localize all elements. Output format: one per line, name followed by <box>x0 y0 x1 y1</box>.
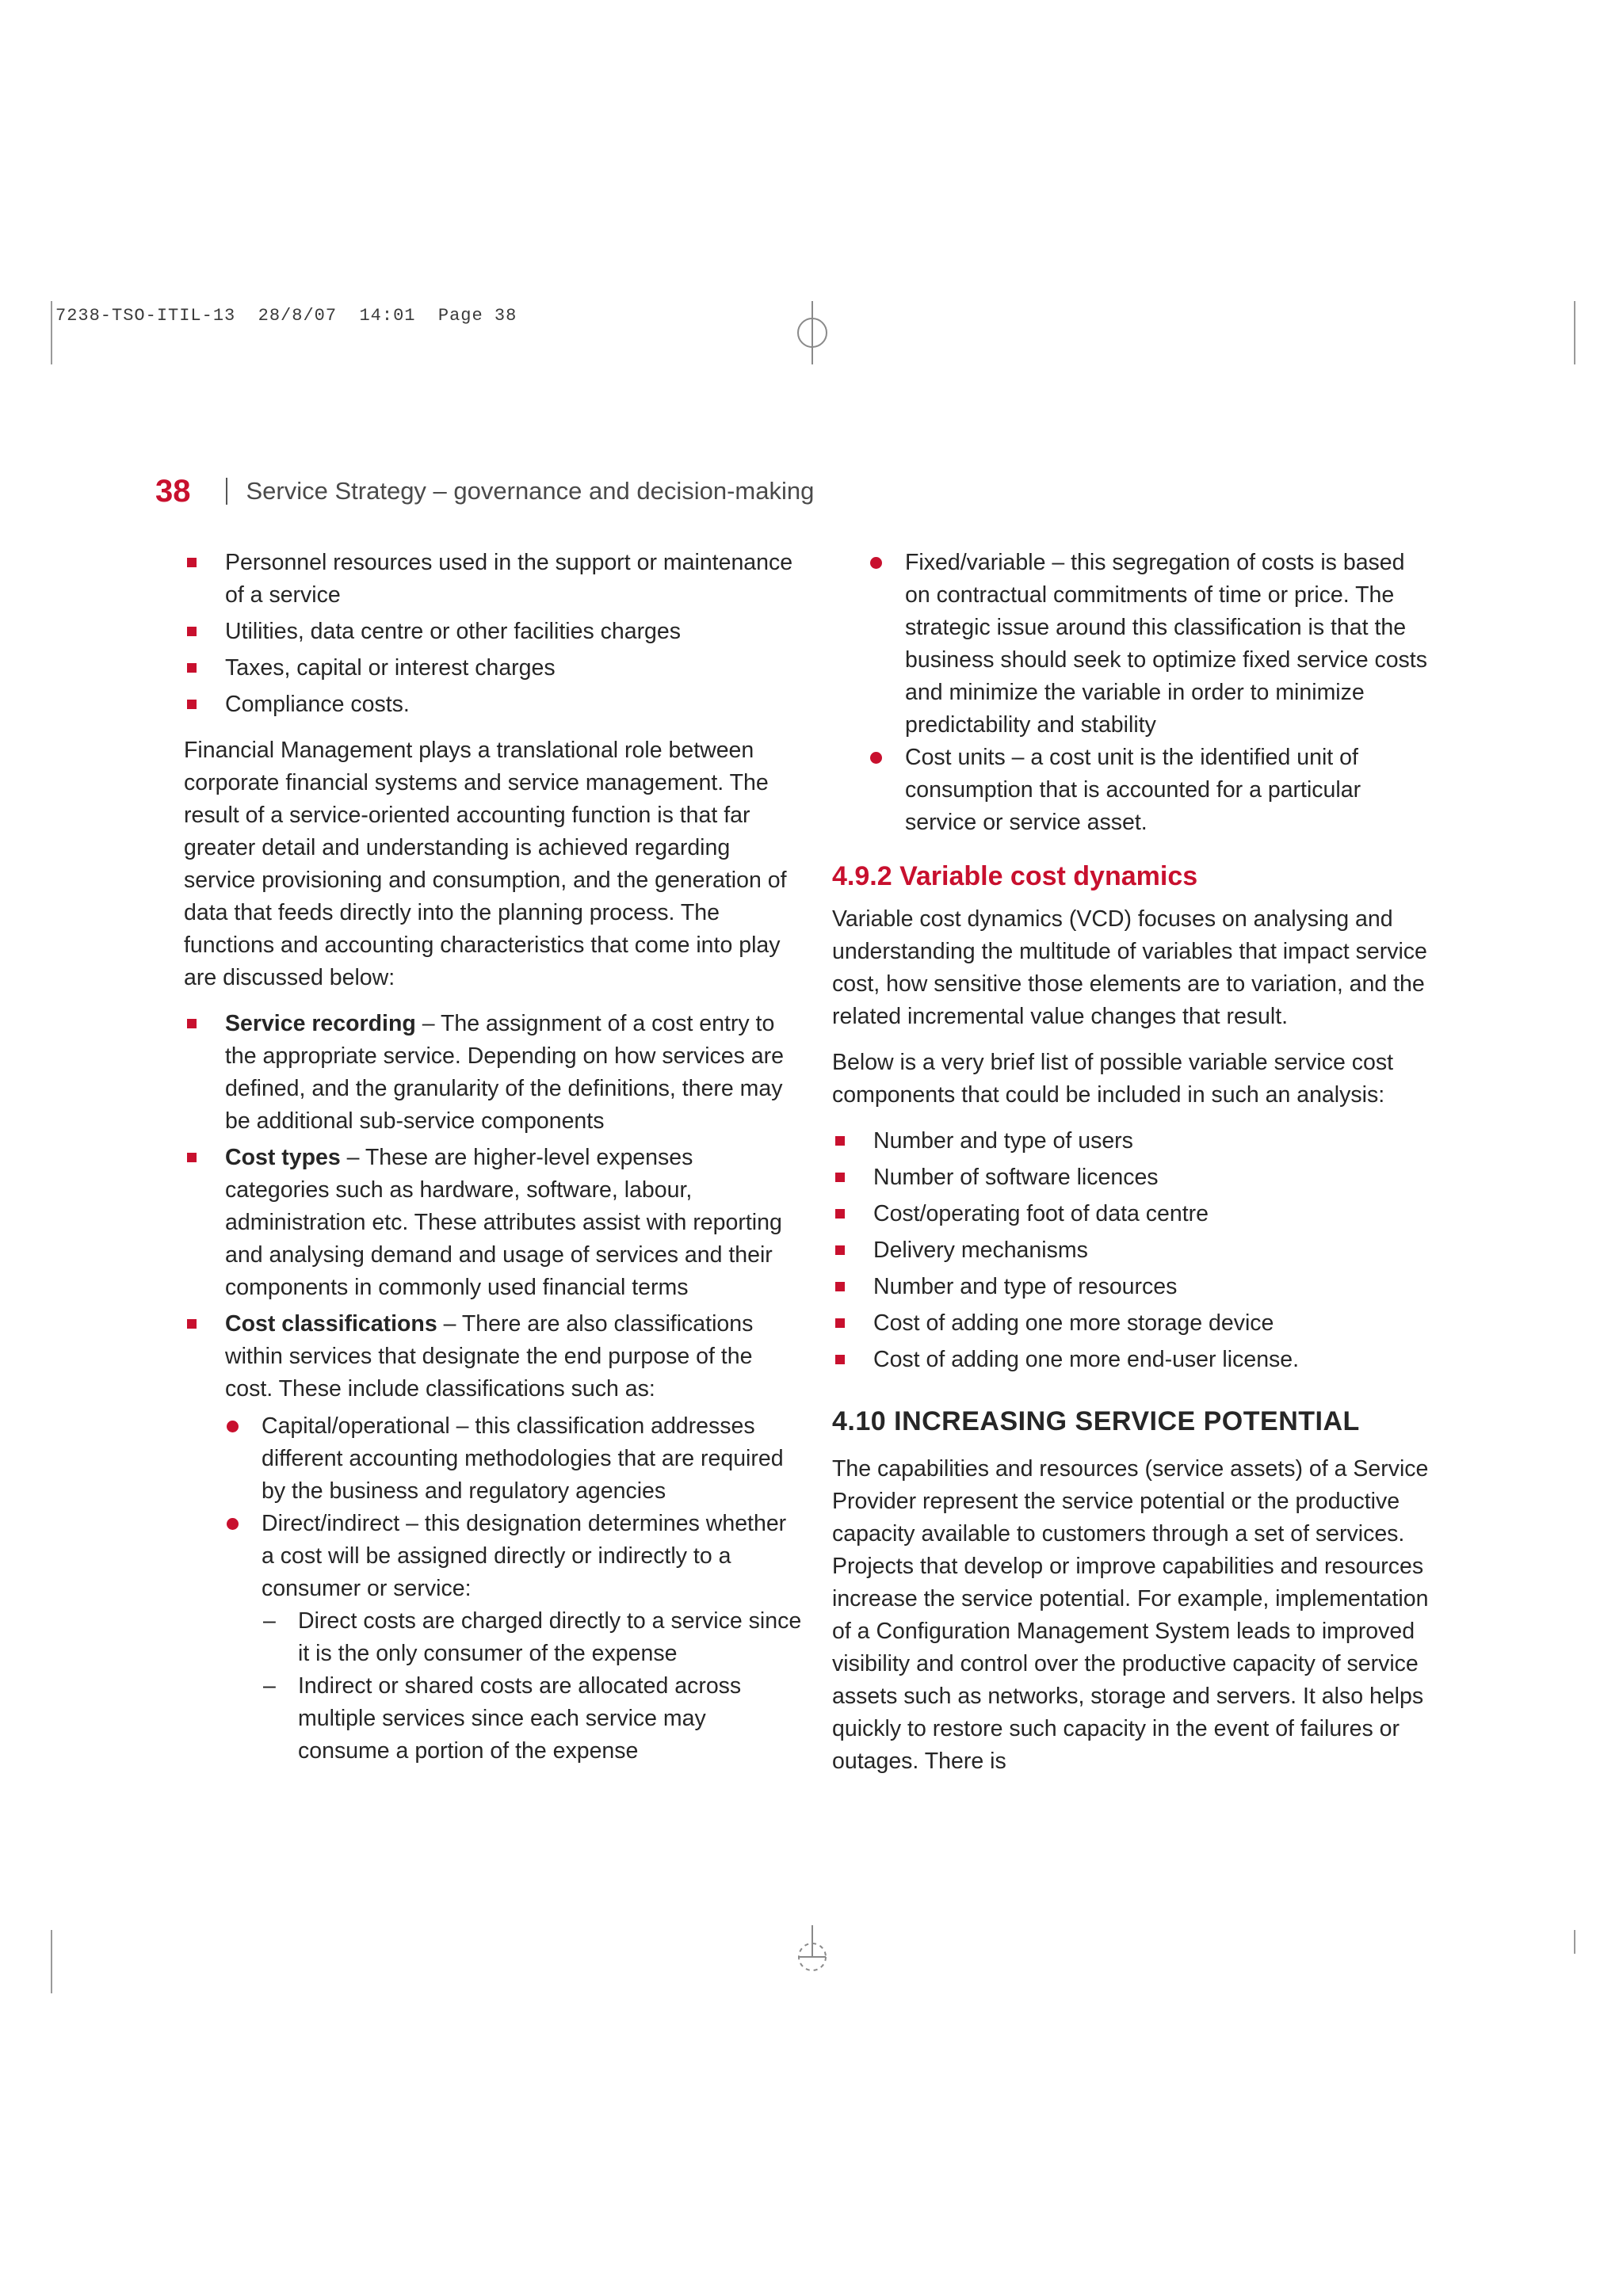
list-item: Number and type of users <box>832 1125 1434 1158</box>
section-heading-4-10: 4.10 INCREASING SERVICE POTENTIAL <box>832 1406 1360 1436</box>
running-title: Service Strategy – governance and decision-making <box>246 477 815 505</box>
list-item-cost-types <box>184 1142 802 1304</box>
crop-mark-top-left <box>51 301 52 364</box>
list-item: – Indirect or shared costs are allocated across multiple services since each service may consume a portion of the expense <box>262 1670 802 1768</box>
list-item: Taxes, capital or interest charges <box>184 652 802 685</box>
classifications-continued-list <box>869 547 1434 839</box>
page-number: 38 <box>155 473 191 509</box>
left-column <box>184 547 802 1781</box>
crop-mark-bottom-right <box>1574 1930 1575 1954</box>
list-item: Fixed/variable – this segregation of costs is based on contractual commitments of time or price. The strategic issue around this classification is that the business should seek to optimize fixed service costs and minimize the variable in order to minimize predictability and stability <box>869 547 1434 742</box>
vcd-paragraph: Variable cost dynamics (VCD) focuses on analysing and understanding the multitude of variables that impact service cost, how sensitive those elements are to variation, and the related incremental value changes that result. <box>832 906 1427 1029</box>
definition: – The assignment of a cost entry to the appropriate service. Depending on how services are defined, and the granularity of the definitions, there may be additional sub-service components <box>225 1011 784 1134</box>
list-item: Number and type of resources <box>832 1271 1434 1303</box>
list-item: Cost of adding one more storage device <box>832 1307 1434 1340</box>
variable-cost-components-list <box>832 1125 1434 1376</box>
list-item-service-recording <box>184 1008 802 1138</box>
vcd-list-intro: Below is a very brief list of possible variable service cost components that could be included in such an analysis: <box>832 1050 1394 1108</box>
definition: – These are higher-level expenses categories such as hardware, software, labour, administration etc. These attributes assist with reporting and analysing demand and usage of services and their components in commonly used financial terms <box>225 1145 782 1300</box>
header-divider <box>226 478 227 505</box>
list-item: Number of software licences <box>832 1161 1434 1194</box>
term: Cost types <box>225 1145 341 1170</box>
term: Cost classifications <box>225 1311 437 1337</box>
right-column <box>832 547 1434 1791</box>
list-item: Personnel resources used in the support or maintenance of a service <box>184 547 802 612</box>
service-potential-paragraph: The capabilities and resources (service assets) of a Service Provider represent the service potential or the productive capacity available to customers through a set of services. Projects that develop or improve capabilities and resources increase the service potential. For example, implementation of a Configuration Management System leads to improved visibility and control over the productive capacity of service assets such as networks, storage and servers. It also helps quickly to restore such capacity in the event of failures or outages. There is <box>832 1456 1429 1774</box>
running-header <box>155 467 814 515</box>
list-item-cost-classifications <box>184 1308 802 1768</box>
term: Service recording <box>225 1011 416 1036</box>
direct-indirect-list <box>262 1605 802 1768</box>
list-item: Cost units – a cost unit is the identified unit of consumption that is accounted for a particular service or service asset. <box>869 742 1434 839</box>
printer-slug: 7238-TSO-ITIL-13 28/8/07 14:01 Page 38 <box>55 306 517 326</box>
crop-mark-top-right <box>1574 301 1575 364</box>
list-item: – Direct costs are charged directly to a service since it is the only consumer of the expense <box>262 1605 802 1670</box>
registration-mark-top <box>792 301 832 364</box>
cost-elements-list <box>184 547 802 721</box>
definition: – There are also classifications within services that designate the end purpose of the cost. These include classifications such as: <box>225 1311 754 1402</box>
list-item: Cost of adding one more end-user license. <box>832 1344 1434 1376</box>
list-item: Compliance costs. <box>184 688 802 721</box>
crop-mark-bottom-left <box>51 1930 52 1993</box>
list-item: Utilities, data centre or other facilities charges <box>184 616 802 648</box>
accounting-characteristics-list <box>184 1008 802 1768</box>
classifications-list <box>225 1410 802 1768</box>
list-item-direct-indirect <box>225 1508 802 1768</box>
section-heading-4-9-2: 4.9.2 Variable cost dynamics <box>832 861 1198 891</box>
financial-management-paragraph: Financial Management plays a translational role between corporate financial systems and service management. The result of a service-oriented accounting function is that far greater detail and understanding is achieved regarding service provisioning and consumption, and the generation of data that feeds directly into the planning process. The functions and accounting characteristics that come into play are discussed below: <box>184 738 787 990</box>
list-item-text: Direct/indirect – this designation determines whether a cost will be assigned directly or indirectly to a consumer or service: <box>262 1511 787 1601</box>
registration-mark-bottom <box>792 1925 832 1981</box>
list-item: Cost/operating foot of data centre <box>832 1198 1434 1230</box>
list-item: Capital/operational – this classification addresses different accounting methodologies that are required by the business and regulatory agencies <box>225 1410 802 1508</box>
list-item: Delivery mechanisms <box>832 1234 1434 1267</box>
